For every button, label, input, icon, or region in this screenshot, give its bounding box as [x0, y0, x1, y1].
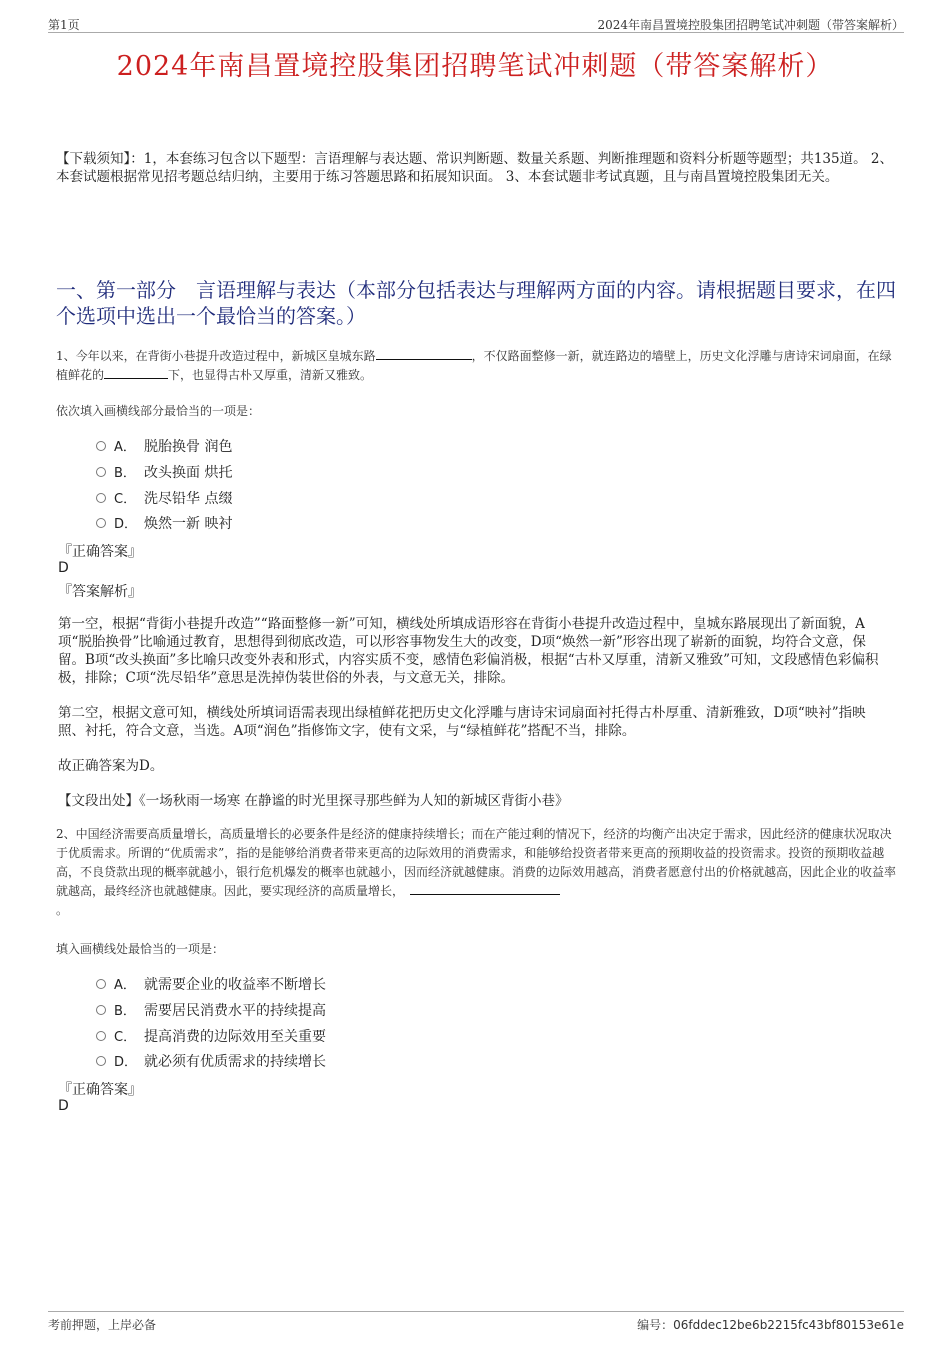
question-2-option-b[interactable]: B． 需要居民消费水平的持续提高: [96, 1000, 326, 1020]
radio-icon[interactable]: [96, 467, 106, 477]
page-title: 2024年南昌置境控股集团招聘笔试冲刺题（带答案解析）: [116, 51, 834, 82]
section-heading: 一、第一部分 言语理解与表达（本部分包括表达与理解两方面的内容。请根据题目要求，在四个选项中选出一个最恰当的答案。）: [56, 278, 896, 328]
question-2-answer-label: 『正确答案』: [58, 1082, 142, 1098]
question-1-prompt: 依次填入画横线部分最恰当的一项是：: [56, 404, 261, 418]
question-1-analysis-p2: 第二空，根据文意可知，横线处所填词语需表现出绿植鲜花把历史文化浮雕与唐诗宋词扇面衬托得古朴厚重、清新雅致，D项“映衬”指映照、衬托，符合文意，当选。A项“润色”指修饰文字，使有文采，与“绿植鲜花”搭配不当，排除。: [58, 705, 866, 739]
page-header: [48, 14, 904, 33]
answer-blank-3: [410, 882, 560, 895]
radio-icon[interactable]: [96, 493, 106, 503]
question-1-stem: 1、今年以来，在背街小巷提升改造过程中，新城区皇城东路 ，不仅路面整修一新，就连路边的墙壁上，历史文化浮雕与唐诗宋词扇面，在绿植鲜花的 下，也显得古朴又厚重，清新又雅致。: [56, 349, 892, 382]
answer-blank-2: [104, 366, 168, 379]
radio-icon[interactable]: [96, 1005, 106, 1015]
answer-blank-1: [376, 347, 472, 360]
page-number: 第1页: [48, 18, 80, 32]
question-1-option-c[interactable]: C． 洗尽铅华 点缀: [96, 488, 232, 508]
question-2-option-c[interactable]: C． 提高消费的边际效用至关重要: [96, 1026, 326, 1046]
footer-slogan: 考前押题，上岸必备: [48, 1318, 157, 1332]
header-doc-title: 2024年南昌置境控股集团招聘笔试冲刺题（带答案解析）: [597, 18, 904, 32]
question-1-option-d[interactable]: D． 焕然一新 映衬: [96, 513, 232, 533]
question-2-answer: D: [58, 1098, 69, 1114]
question-1-analysis-p3: 故正确答案为D。: [58, 758, 164, 774]
radio-icon[interactable]: [96, 518, 106, 528]
question-2-prompt: 填入画横线处最恰当的一项是：: [56, 942, 225, 956]
question-1-option-a[interactable]: A． 脱胎换骨 润色: [96, 436, 232, 456]
question-1-analysis-p1: 第一空，根据“背街小巷提升改造”“路面整修一新”可知，横线处所填成语形容在背街小巷提升改造过程中，皇城东路展现出了新面貌，A项“脱胎换骨”比喻通过教育，思想得到彻底改造，可以形容事物发生大的改变，D项“焕然一新”形容出现了崭新的面貌，均符合文意，保留。B项“改头换面”多比喻只改变外表和形式，内容实质不变，感情色彩偏消极，根据“古朴又厚重，清新又雅致”可知，文段感情色彩偏积极，排除；C项“洗尽铅华”意思是洗掉伪装世俗的外表，与文意无关，排除。: [58, 616, 879, 686]
question-1-answer-label: 『正确答案』: [58, 544, 142, 560]
radio-icon[interactable]: [96, 1031, 106, 1041]
footer-serial: 编号：06fddec12be6b2215fc43bf80153e61e: [637, 1318, 904, 1332]
question-1-source: 【文段出处】《一场秋雨一场寒 在静谧的时光里探寻那些鲜为人知的新城区背街小巷》: [58, 793, 569, 809]
question-1-analysis-label: 『答案解析』: [58, 584, 142, 600]
question-1-option-b[interactable]: B． 改头换面 烘托: [96, 462, 232, 482]
question-2-stem: 2、中国经济需要高质量增长，高质量增长的必要条件是经济的健康持续增长；而在产能过剩的情况下，经济的均衡产出决定于需求，因此经济的健康状况取决于优质需求。所谓的“优质需求”，指的是能够给消费者带来更高的边际效用的消费需求，和能够给投资者带来更高的预期收益的投资需求。投资的预期收益越高，不良贷款出现的概率就越小，银行危机爆发的概率也就越小，因而经济就越健康。消费的边际效用越高，消费者愿意付出的价格就越高，因此企业的收益率就越高，最终经济也就越健康。因此，要实现经济的高质量增长， 。: [56, 827, 897, 917]
radio-icon[interactable]: [96, 441, 106, 451]
download-notice: 【下载须知】：1，本套练习包含以下题型：言语理解与表达题、常识判断题、数量关系题、判断推理题和资料分析题等题型；共135道。 2、本套试题根据常见招考题总结归纳，主要用于练习答题思路和拓展知识面。 3、本套试题非考试真题，且与南昌置境控股集团无关。: [56, 151, 893, 185]
page-footer: [48, 1311, 904, 1332]
question-2-option-d[interactable]: D． 就必须有优质需求的持续增长: [96, 1051, 326, 1071]
radio-icon[interactable]: [96, 979, 106, 989]
question-1-answer: D: [58, 560, 69, 576]
question-2-option-a[interactable]: A． 就需要企业的收益率不断增长: [96, 974, 326, 994]
radio-icon[interactable]: [96, 1056, 106, 1066]
